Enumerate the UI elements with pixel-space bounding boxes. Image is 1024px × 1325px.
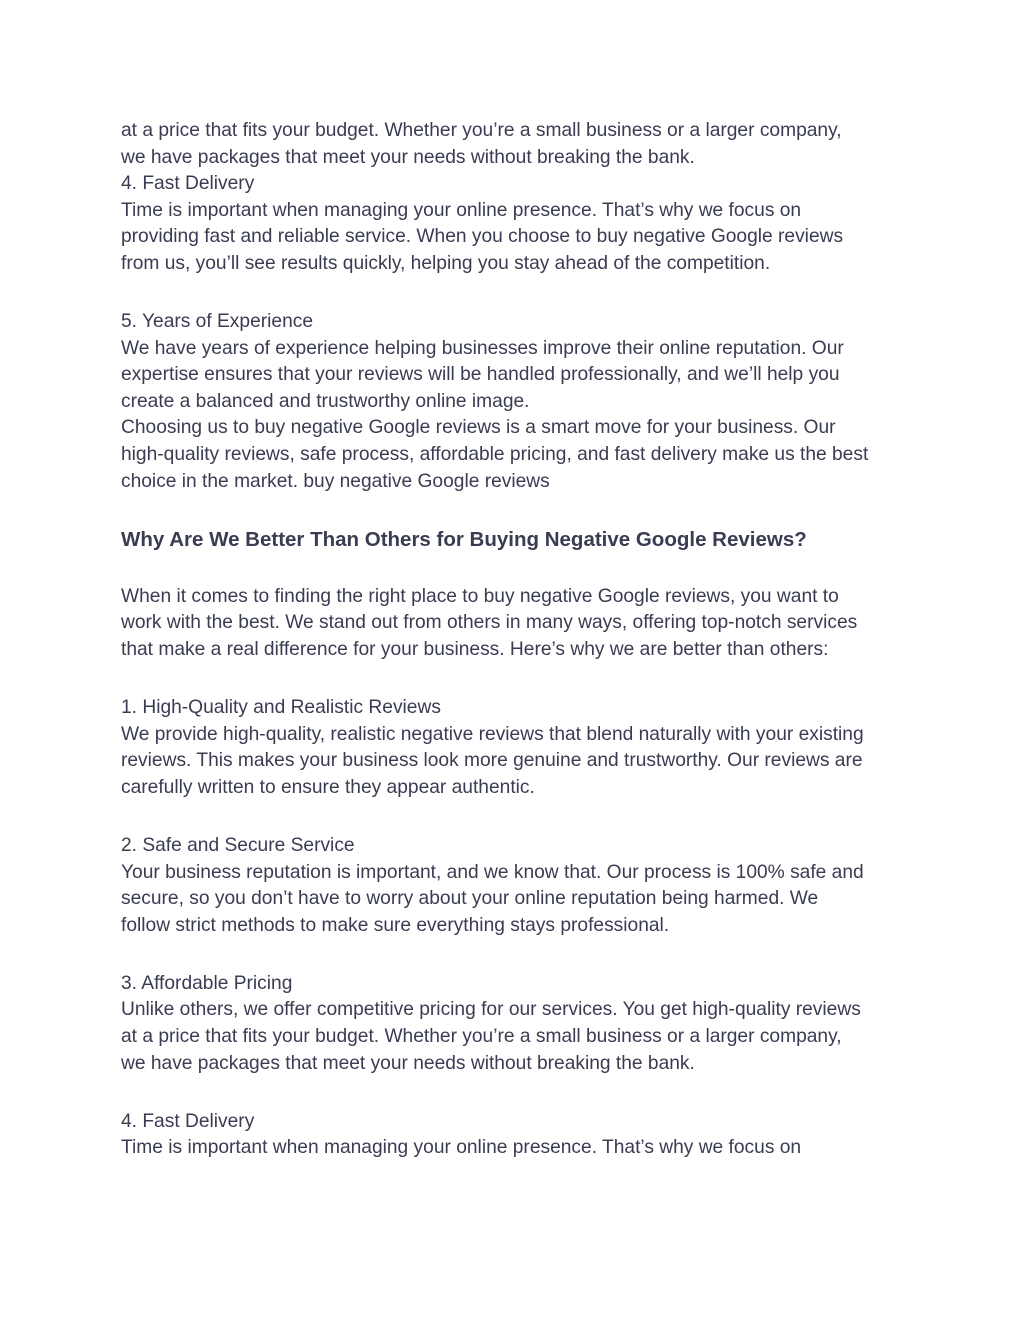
paragraph-pricing-continued <box>121 118 921 278</box>
item-title-safe-secure: 2. Safe and Secure Service <box>121 834 355 856</box>
text-line: Time is important when managing your online presence. That’s why we focus on <box>121 1137 802 1159</box>
item-title-fast-delivery: 4. Fast Delivery <box>121 173 255 195</box>
text-line: we have packages that meet your needs without breaking the bank. <box>121 1052 695 1074</box>
item-title-years-of-experience: 5. Years of Experience <box>121 311 314 333</box>
text-line: that make a real difference for your business. Here’s why we are better than others: <box>121 639 829 660</box>
text-line: from us, you’ll see results quickly, helping you stay ahead of the competition. <box>121 252 771 274</box>
text-line: reviews. This makes your business look more genuine and trustworthy. Our reviews are <box>121 750 863 772</box>
section-heading: Why Are We Better Than Others for Buying Negative Google Reviews? <box>121 528 807 552</box>
text-line: expertise ensures that your reviews will be handled professionally, and we’ll help you <box>121 364 840 386</box>
text-line: When it comes to finding the right place to buy negative Google reviews, you want to <box>121 585 839 607</box>
paragraph-intro <box>121 584 921 664</box>
document-body <box>121 118 921 1162</box>
text-line: choice in the market. buy negative Google reviews <box>121 470 550 492</box>
text-line: at a price that fits your budget. Whether you’re a small business or a larger company, <box>121 1026 842 1048</box>
text-line: we have packages that meet your needs without breaking the bank. <box>121 146 695 168</box>
paragraph-experience <box>121 309 921 495</box>
list-item-high-quality <box>121 695 921 801</box>
text-line: at a price that fits your budget. Whether you’re a small business or a larger company, <box>121 120 842 141</box>
text-line: work with the best. We stand out from others in many ways, offering top-notch services <box>121 612 858 634</box>
list-item-fast-delivery <box>121 1109 921 1162</box>
item-title-high-quality: 1. High-Quality and Realistic Reviews <box>121 697 441 719</box>
text-line: carefully written to ensure they appear authentic. <box>121 776 535 798</box>
text-line: We provide high-quality, realistic negative reviews that blend naturally with your existing <box>121 723 864 745</box>
list-item-safe-secure <box>121 833 921 939</box>
text-line: secure, so you don’t have to worry about your online reputation being harmed. We <box>121 888 819 910</box>
text-line: follow strict methods to make sure everything stays professional. <box>121 914 670 936</box>
text-line: high-quality reviews, safe process, affordable pricing, and fast delivery make us the best <box>121 444 869 466</box>
text-line: providing fast and reliable service. When you choose to buy negative Google reviews <box>121 226 844 248</box>
text-line: Unlike others, we offer competitive pricing for our services. You get high-quality reviews <box>121 999 861 1021</box>
text-line: Choosing us to buy negative Google reviews is a smart move for your business. Our <box>121 417 836 439</box>
text-line: create a balanced and trustworthy online image. <box>121 390 530 412</box>
text-line: Time is important when managing your online presence. That’s why we focus on <box>121 199 802 221</box>
list-item-affordable-pricing <box>121 971 921 1077</box>
text-line: We have years of experience helping businesses improve their online reputation. Our <box>121 337 844 359</box>
text-line: Your business reputation is important, and we know that. Our process is 100% safe and <box>121 861 864 883</box>
item-title-fast-delivery: 4. Fast Delivery <box>121 1110 255 1132</box>
item-title-affordable-pricing: 3. Affordable Pricing <box>121 972 293 994</box>
